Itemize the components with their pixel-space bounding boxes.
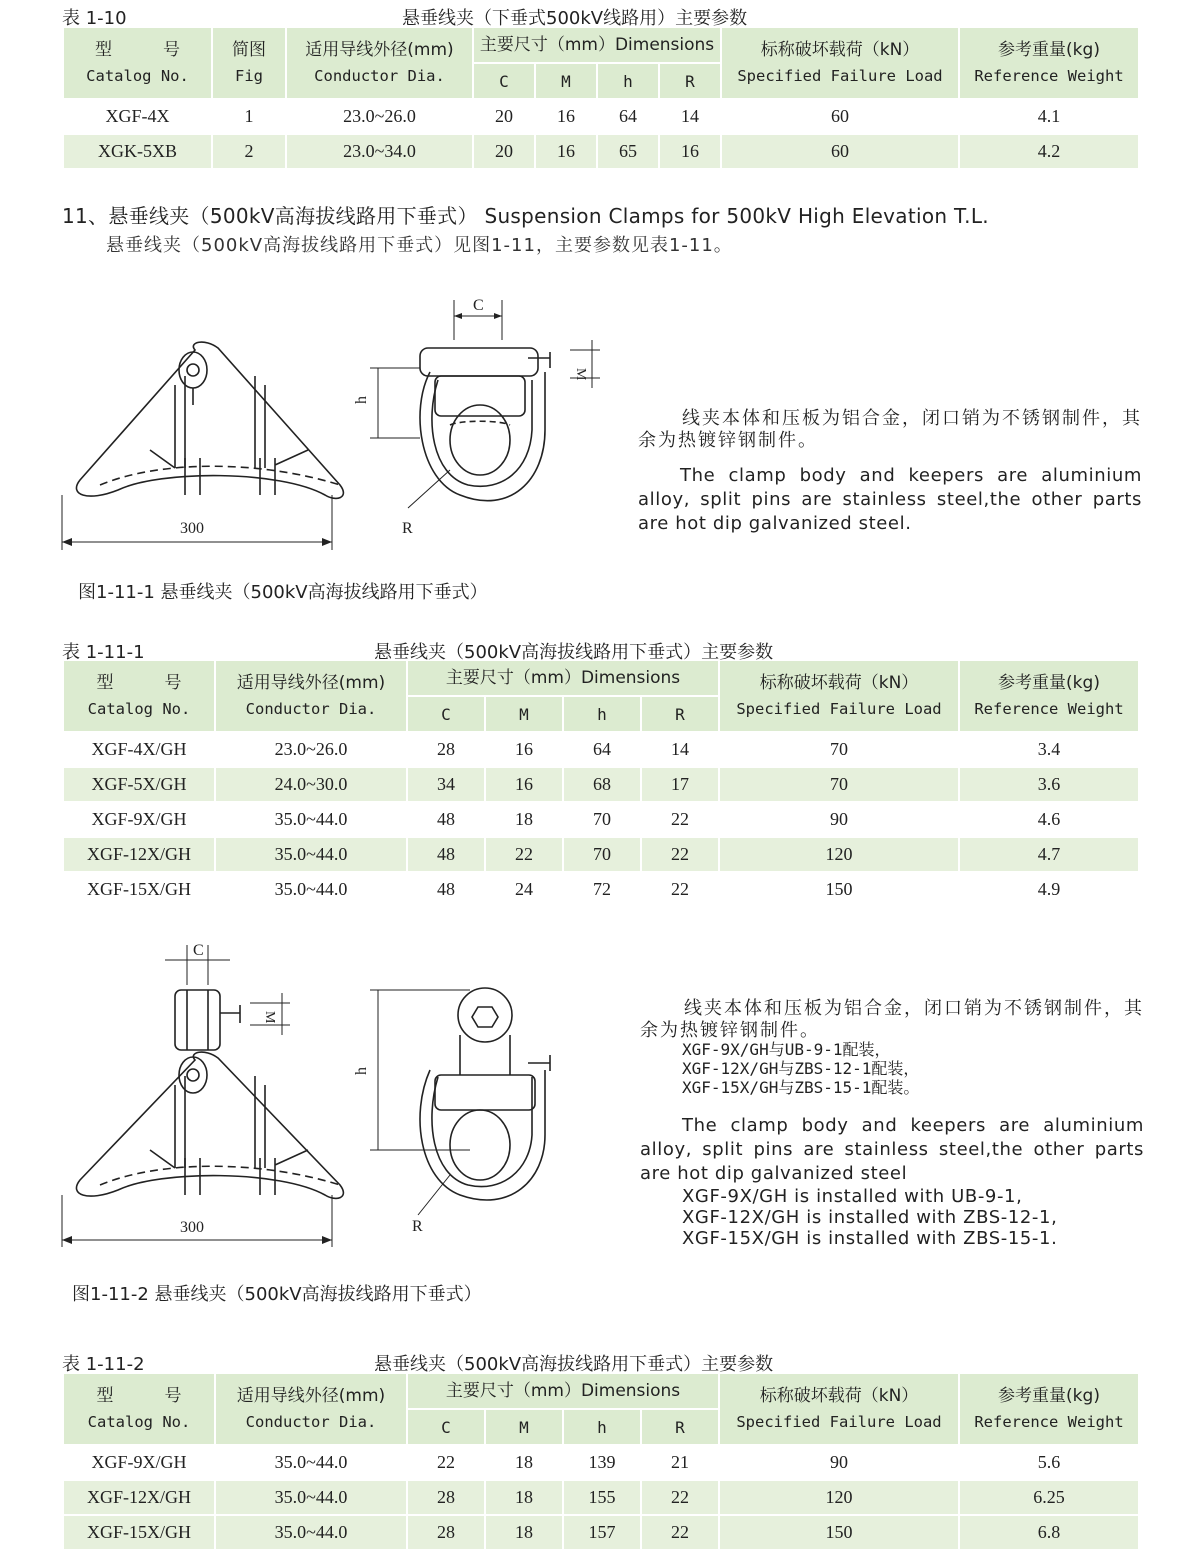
table-row: XGF-12X/GH 35.0~44.0 28 18 155 22 120 6.25 — [64, 1481, 1138, 1514]
figure1-drawing — [40, 280, 620, 560]
header-conductor: 适用导线外径(mm) Conductor Dia. — [236, 1386, 386, 1431]
header-fig: 简图 Fig — [232, 40, 266, 85]
table-row: XGF-15X/GH 35.0~44.0 28 18 157 22 150 6.8 — [64, 1516, 1138, 1549]
table-row: XGF-5X/GH 24.0~30.0 34 16 68 17 70 3.6 — [64, 768, 1138, 801]
section-intro: 悬垂线夹（500kV高海拔线路用下垂式）见图1-11，主要参数见表1-11。 — [106, 235, 733, 256]
header-load: 标称破坏载荷（kN） Specified Failure Load — [736, 673, 942, 718]
header-dimensions: 主要尺寸（mm）Dimensions — [445, 1381, 681, 1401]
header-c: C — [441, 1417, 451, 1437]
fig2-label-c: C — [193, 942, 204, 959]
table2-number: 表 1-11-1 — [62, 642, 145, 663]
table1 — [62, 26, 1140, 170]
fig2-label-h: h — [353, 1067, 370, 1075]
header-weight: 参考重量(kg) Reference Weight — [974, 40, 1124, 85]
figure2-caption: 图1-11-2 悬垂线夹（500kV高海拔线路用下垂式） — [72, 1284, 482, 1305]
figure2-en-line2: XGF-12X/GH is installed with ZBS-12-1, — [682, 1207, 1058, 1228]
fig1-label-m: M — [573, 368, 588, 381]
fig2-label-m: M — [262, 1011, 277, 1024]
table-row: XGK-5XB 2 23.0~34.0 20 16 65 16 60 4.2 — [64, 135, 1138, 168]
header-model: 型 号 Catalog No. — [87, 1386, 191, 1431]
header-m: M — [519, 1417, 529, 1437]
header-load: 标称破坏载荷（kN） Specified Failure Load — [736, 1386, 942, 1431]
table2-title: 悬垂线夹（500kV高海拔线路用下垂式）主要参数 — [374, 642, 774, 663]
table3-caption — [62, 1350, 1142, 1374]
header-r: R — [675, 1417, 685, 1437]
table1-caption — [62, 4, 1142, 28]
fig1-label-c: C — [473, 297, 484, 314]
figure1-caption: 图1-11-1 悬垂线夹（500kV高海拔线路用下垂式） — [78, 582, 488, 603]
fig1-label-r: R — [402, 520, 413, 537]
figure2-cn-line3: XGF-15X/GH与ZBS-15-1配装。 — [682, 1078, 920, 1097]
header-h: h — [623, 71, 633, 91]
figure2-cn-line2: XGF-12X/GH与ZBS-12-1配装， — [682, 1059, 920, 1078]
figure2-desc-en: The clamp body and keepers are aluminium alloy, split pins are stainless steel,the other parts are hot dip galvanized steel — [640, 1115, 1144, 1184]
table1-title: 悬垂线夹（下垂式500kV线路用）主要参数 — [402, 8, 748, 29]
figure2-desc-cn: 线夹本体和压板为铝合金，闭口销为不锈钢制件，其余为热镀锌钢制件。 — [640, 998, 1144, 1041]
header-conductor: 适用导线外径(mm) Conductor Dia. — [305, 40, 454, 85]
header-c: C — [499, 71, 509, 91]
table3 — [62, 1372, 1140, 1551]
header-h: h — [597, 704, 607, 724]
header-r: R — [685, 71, 695, 91]
table3-title: 悬垂线夹（500kV高海拔线路用下垂式）主要参数 — [374, 1354, 774, 1375]
figure1-desc-cn: 线夹本体和压板为铝合金，闭口销为不锈钢制件，其余为热镀锌钢制件。 — [638, 408, 1142, 451]
table3-number: 表 1-11-2 — [62, 1354, 145, 1375]
header-conductor: 适用导线外径(mm) Conductor Dia. — [236, 673, 386, 718]
figure2-cn-line1: XGF-9X/GH与UB-9-1配装， — [682, 1040, 891, 1059]
header-m: M — [519, 704, 529, 724]
header-weight: 参考重量(kg) Reference Weight — [974, 673, 1124, 718]
figure2-en-line1: XGF-9X/GH is installed with UB-9-1, — [682, 1186, 1023, 1207]
table2 — [62, 659, 1140, 908]
fig1-label-h: h — [353, 396, 370, 404]
header-load: 标称破坏载荷（kN） Specified Failure Load — [737, 40, 943, 85]
table-row: XGF-15X/GH 35.0~44.0 48 24 72 22 150 4.9 — [64, 873, 1138, 906]
figure2-en-line3: XGF-15X/GH is installed with ZBS-15-1. — [682, 1228, 1058, 1249]
figure2-drawing — [40, 935, 620, 1255]
table1-number: 表 1-10 — [62, 8, 127, 29]
section-title: 11、悬垂线夹（500kV高海拔线路用下垂式） Suspension Clamps for 500kV High Elevation T.L. — [62, 204, 989, 228]
header-dimensions: 主要尺寸（mm）Dimensions — [479, 35, 715, 55]
header-weight: 参考重量(kg) Reference Weight — [974, 1386, 1124, 1431]
table-row: XGF-4X/GH 23.0~26.0 28 16 64 14 70 3.4 — [64, 733, 1138, 766]
header-model: 型 号 Catalog No. — [87, 673, 191, 718]
fig2-label-r: R — [412, 1218, 423, 1235]
table-row: XGF-4X 1 23.0~26.0 20 16 64 14 60 4.1 — [64, 100, 1138, 133]
table-row: XGF-9X/GH 35.0~44.0 48 18 70 22 90 4.6 — [64, 803, 1138, 836]
fig1-dim-300: 300 — [180, 520, 204, 537]
table-row: XGF-12X/GH 35.0~44.0 48 22 70 22 120 4.7 — [64, 838, 1138, 871]
header-dimensions: 主要尺寸（mm）Dimensions — [445, 668, 681, 688]
table-row: XGF-9X/GH 35.0~44.0 22 18 139 21 90 5.6 — [64, 1446, 1138, 1479]
figure1-desc-en: The clamp body and keepers are aluminium alloy, split pins are stainless steel,the other parts are hot dip galvanized steel. — [638, 465, 1142, 534]
header-h: h — [597, 1417, 607, 1437]
header-model: 型 号 Catalog No. — [86, 40, 189, 85]
fig2-dim-300: 300 — [180, 1219, 204, 1236]
header-r: R — [675, 704, 685, 724]
header-m: M — [561, 71, 571, 91]
header-c: C — [441, 704, 451, 724]
